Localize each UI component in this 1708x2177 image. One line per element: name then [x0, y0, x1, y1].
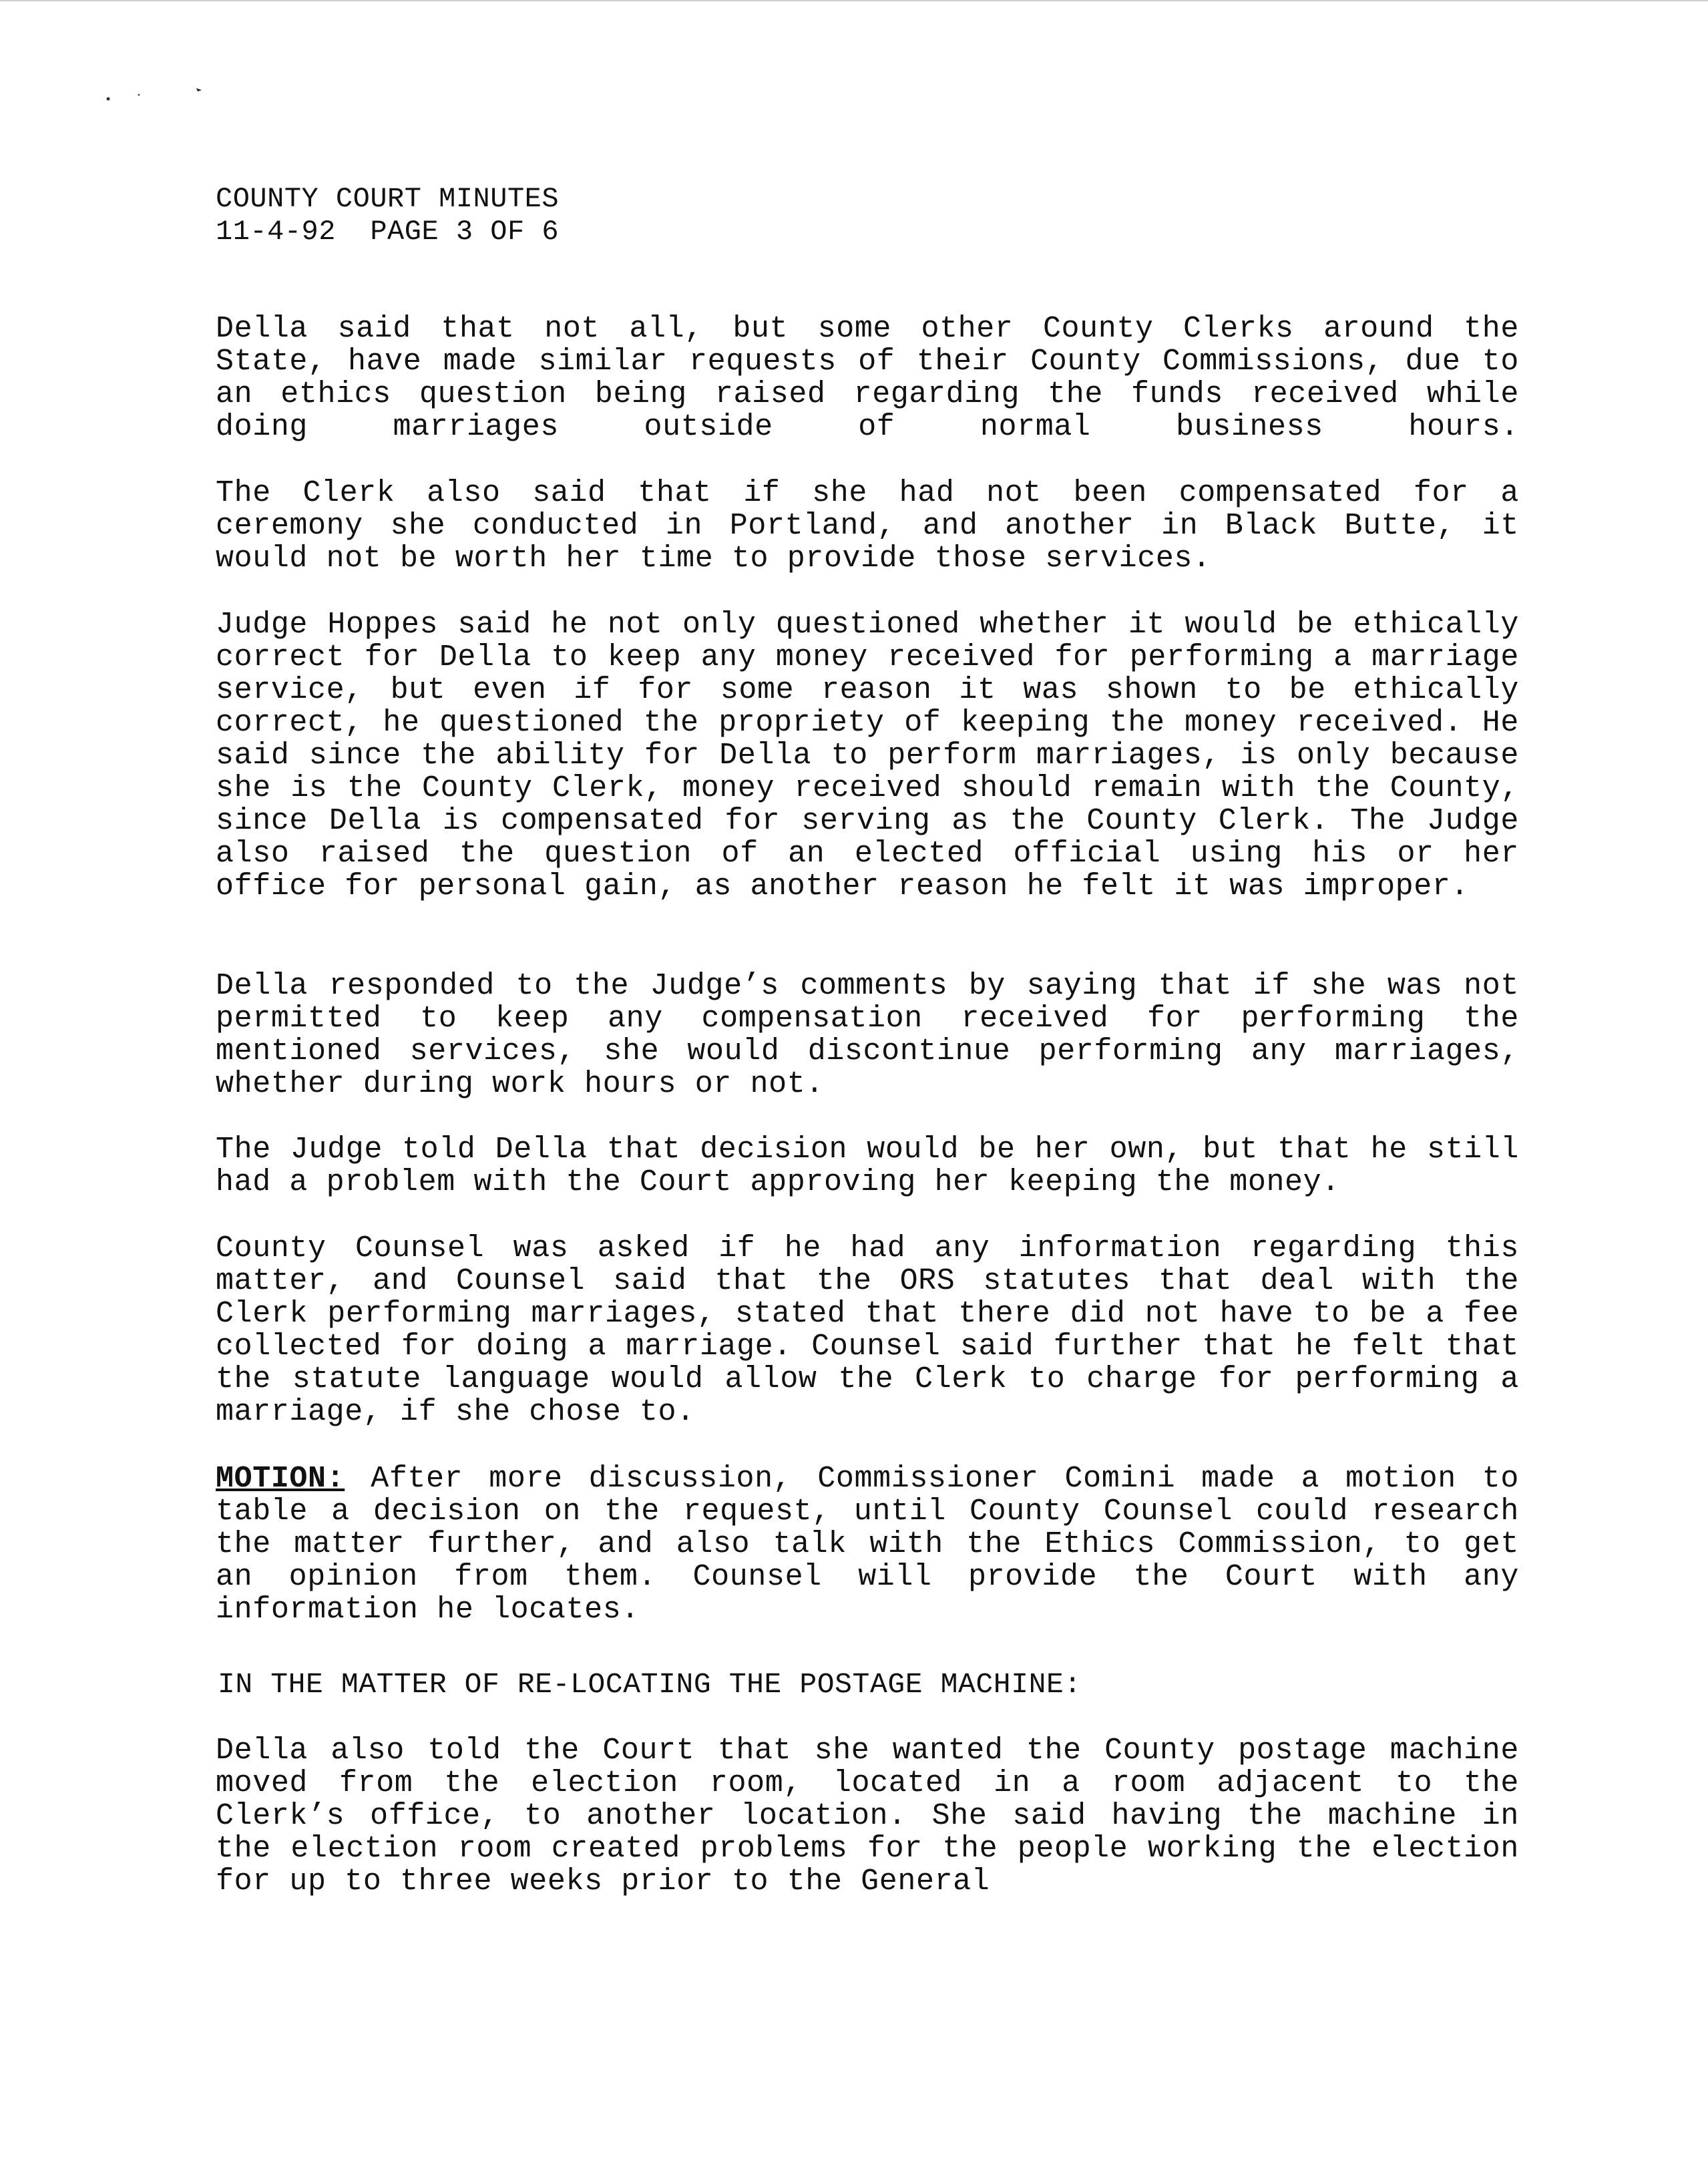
motion-label: MOTION: [216, 1462, 345, 1496]
paragraph-3: Judge Hoppes said he not only questioned whether it would be ethically correct for Della to keep any money received for performing a marriage service, but even if for some reason it was shown to be ethically correct, he questioned the propriety of keeping the money received. He said since the ability for Della to perform marriages, is only because she is the County Clerk, money received should remain with the County, since Della is compensated for serving as the County Clerk. The Judge also raised the question of an elected official using his or her office for personal gain, as another reason he felt it was improper. [216, 608, 1519, 904]
paragraph-1: Della said that not all, but some other County Clerks around the State, have made similar requests of their County Commissions, due to an ethics question being raised regarding the funds received while doing marriages outside of normal business hours. [216, 312, 1519, 444]
paragraph-4: Della responded to the Judge’s comments by saying that if she was not permitted to keep any compensation received for performing the mentioned services, she would discontinue performing any marriages, whether during work hours or not. [216, 969, 1519, 1101]
paragraph-2: The Clerk also said that if she had not been compensated for a ceremony she conducted in Portland, and another in Black Butte, it would not be worth her time to provide those services. [216, 476, 1519, 576]
section-heading: IN THE MATTER OF RE-LOCATING THE POSTAGE MACHINE: [218, 1668, 1082, 1701]
section-paragraph: Della also told the Court that she wanted the County postage machine moved from the election room, located in a room adjacent to the Clerk’s office, to another location. She said having the machine in the election room created problems for the people working the election for up to three weeks prior to the General [216, 1734, 1519, 1899]
scan-specks [100, 81, 214, 108]
paragraph-5: The Judge told Della that decision would be her own, but that he still had a problem with the Court approving her keeping the money. [216, 1133, 1519, 1199]
motion-text: After more discussion, Commissioner Comini made a motion to table a decision on the request, until County Counsel could research the matter further, and also talk with the Ethics Commission, to get an opinion from them. Counsel will provide the Court with any information he locates. [216, 1462, 1519, 1627]
document-header [216, 183, 559, 248]
motion-paragraph [216, 1462, 1519, 1626]
header-date-page: 11-4-92 PAGE 3 OF 6 [216, 216, 560, 248]
paragraph-6: County Counsel was asked if he had any information regarding this matter, and Counsel said that the ORS statutes that deal with the Clerk performing marriages, stated that there did not have to be a fee collected for doing a marriage. Counsel said further that he felt that the statute language would allow the Clerk to charge for performing a marriage, if she chose to. [216, 1231, 1519, 1429]
header-title: COUNTY COURT MINUTES [216, 183, 560, 215]
